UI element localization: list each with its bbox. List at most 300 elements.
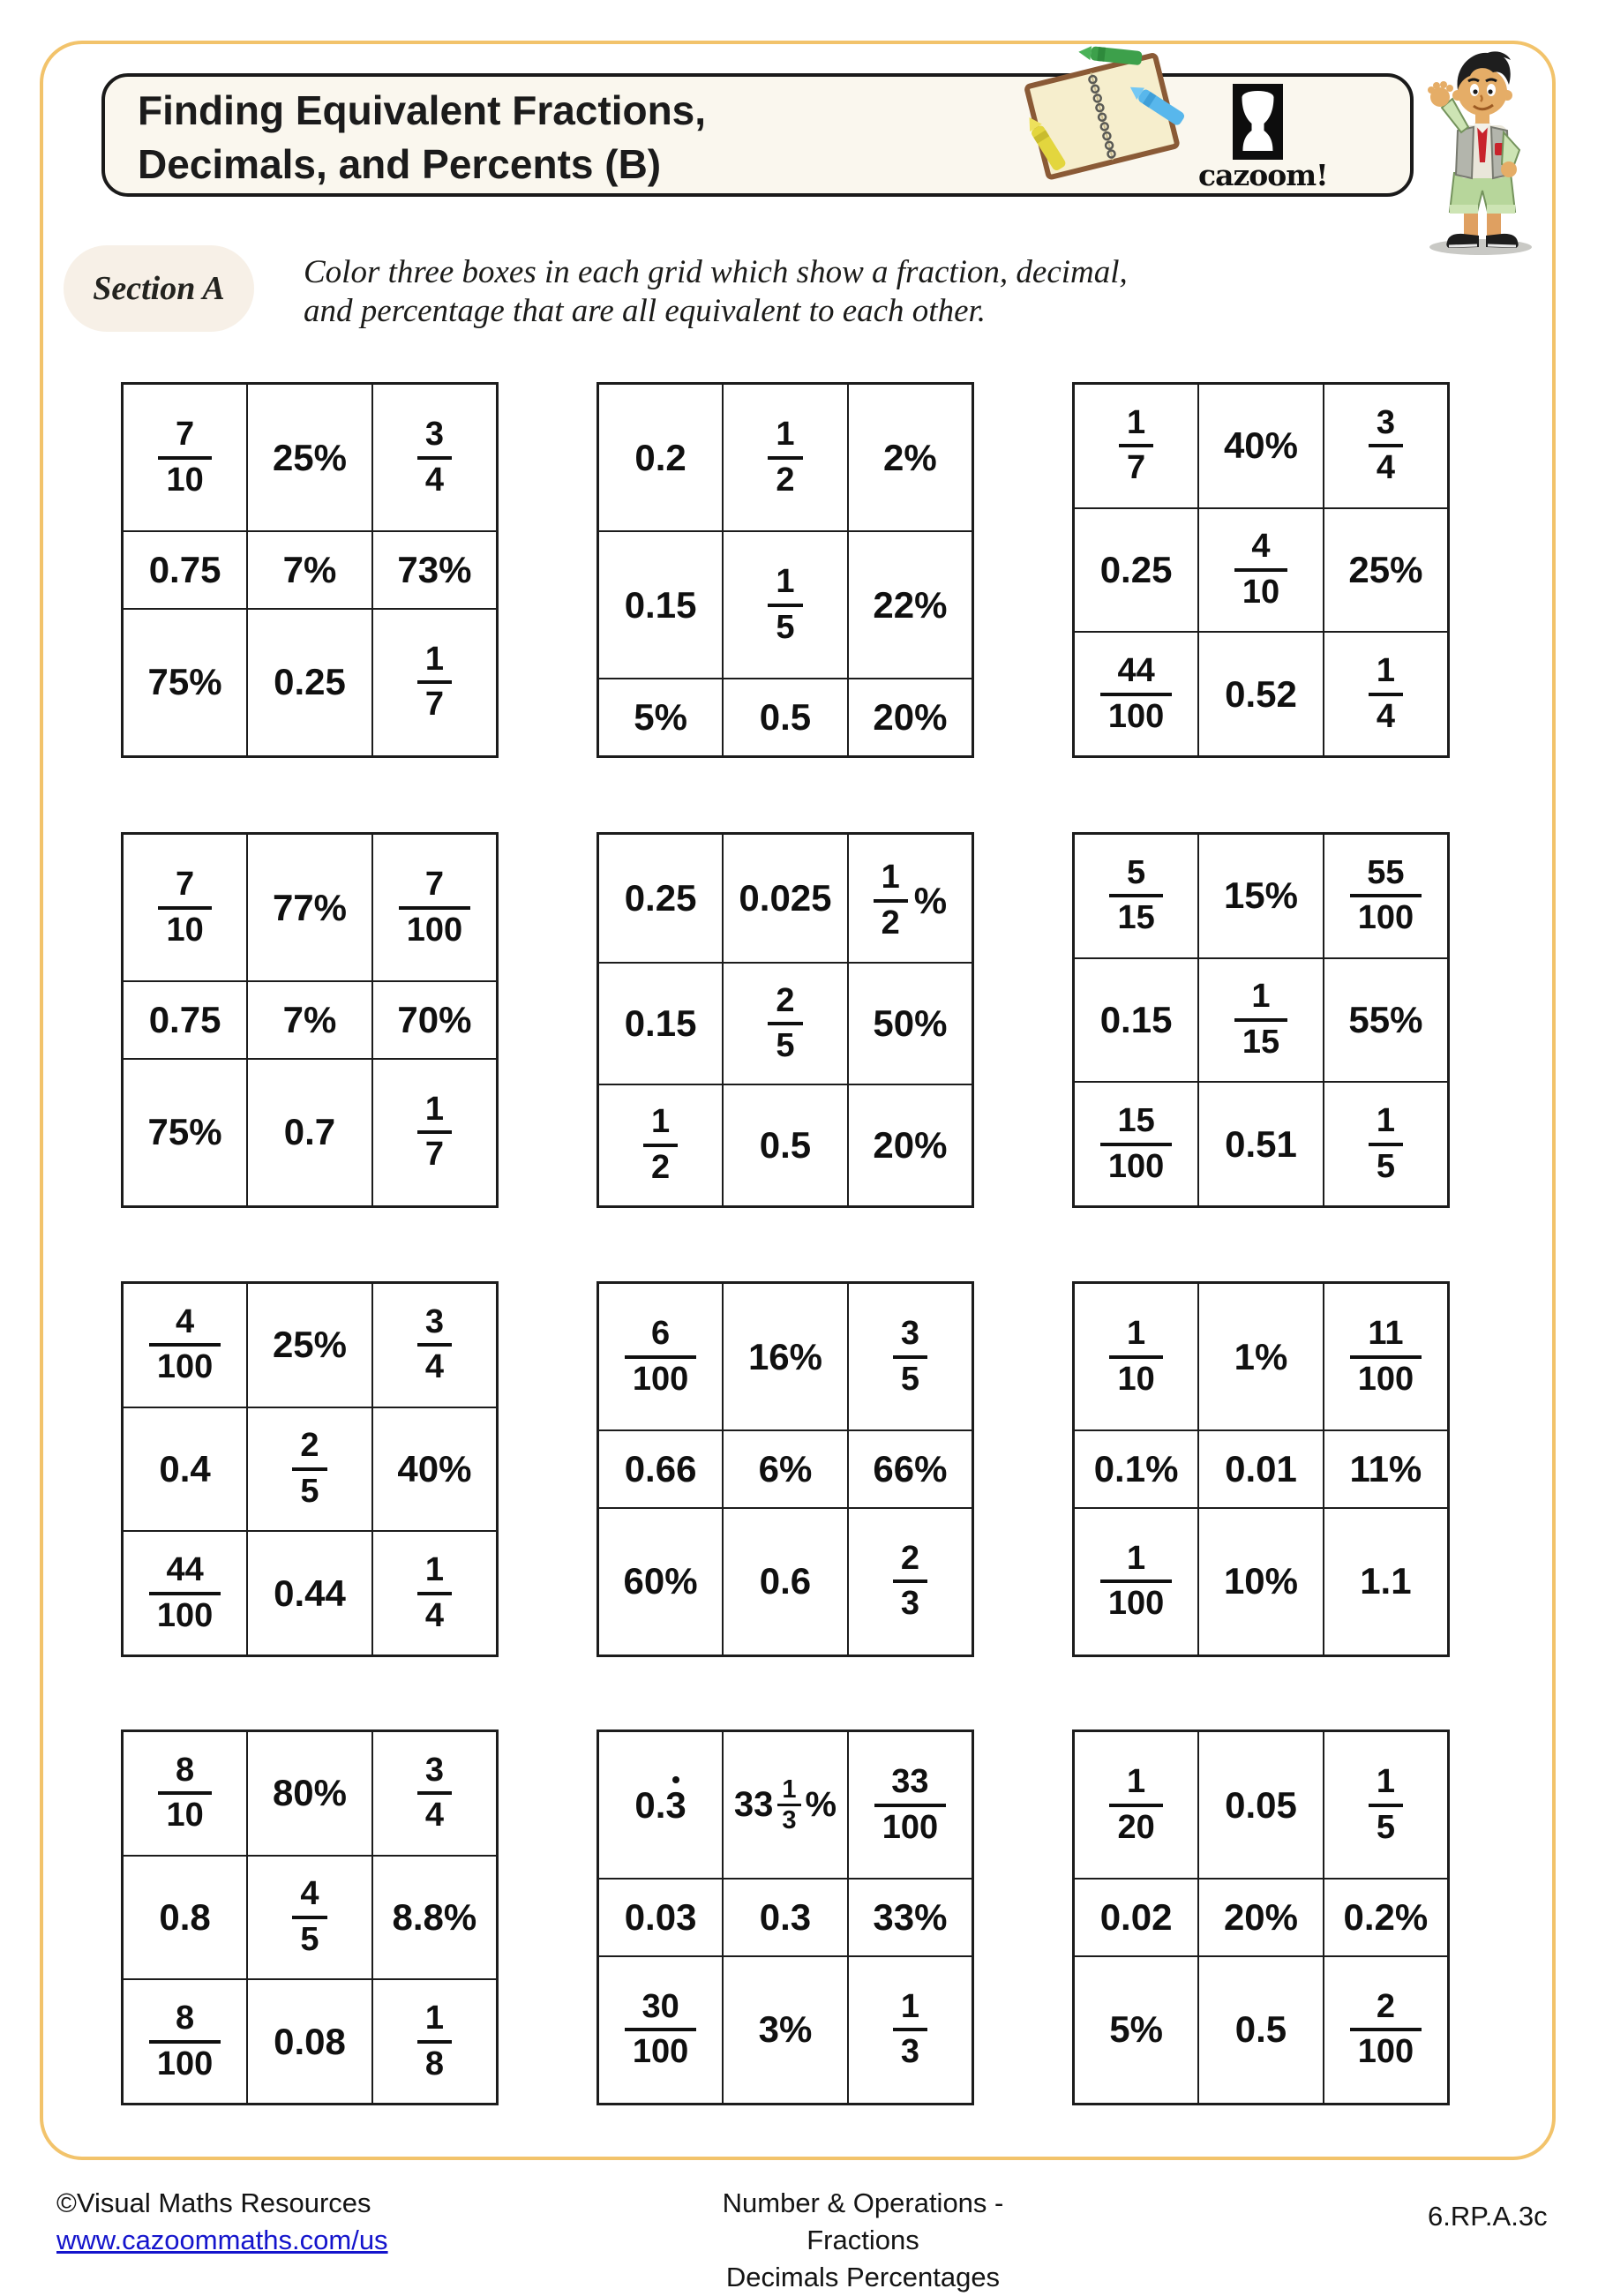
fraction-denominator: 4 bbox=[424, 1596, 444, 1634]
fraction bbox=[158, 416, 211, 499]
djembe-drum-icon bbox=[1233, 84, 1283, 160]
instructions bbox=[304, 253, 1128, 332]
fraction-numerator: 3 bbox=[417, 416, 452, 460]
fraction bbox=[399, 867, 470, 949]
grid-cell[interactable] bbox=[723, 1731, 848, 1880]
cell-value: 60% bbox=[623, 1560, 698, 1602]
grid-table bbox=[1072, 1281, 1450, 1657]
cell-value: 0.03 bbox=[624, 1895, 697, 1938]
grid-cell[interactable] bbox=[372, 531, 498, 608]
grid-cell[interactable] bbox=[1198, 1082, 1324, 1206]
fraction bbox=[158, 1752, 211, 1835]
grid-cell[interactable] bbox=[1324, 632, 1449, 756]
fraction-denominator: 100 bbox=[632, 1360, 689, 1398]
cell-value: 5% bbox=[634, 696, 687, 739]
fraction-denominator: 10 bbox=[166, 461, 204, 499]
fraction bbox=[1350, 855, 1422, 938]
cell-value: 0.7 bbox=[283, 1111, 336, 1153]
fraction-denominator: 5 bbox=[776, 1027, 795, 1065]
grid-cell[interactable] bbox=[1074, 1956, 1199, 2105]
grid-cell[interactable] bbox=[848, 963, 973, 1084]
grid-cell[interactable] bbox=[598, 1879, 724, 1955]
cell-value: 15% bbox=[1223, 874, 1299, 917]
fraction bbox=[417, 1304, 452, 1387]
grid-cell[interactable] bbox=[247, 609, 372, 757]
cell-value: 0.3 bbox=[759, 1895, 812, 1938]
grid-cell[interactable] bbox=[372, 1283, 498, 1407]
fraction-denominator: 2 bbox=[776, 461, 795, 499]
cell-value: 0.05 bbox=[1225, 1783, 1297, 1826]
cell-value: 33% bbox=[873, 1895, 948, 1938]
fraction-numerator: 15 bbox=[1100, 1103, 1172, 1146]
fraction-numerator: 1 bbox=[1369, 1103, 1403, 1146]
fraction bbox=[874, 1764, 946, 1847]
grid-table bbox=[1072, 832, 1450, 1208]
fraction bbox=[1100, 1103, 1172, 1186]
fraction-numerator: 8 bbox=[158, 1752, 211, 1796]
cell-value: 7% bbox=[282, 548, 337, 590]
grid-cell[interactable] bbox=[123, 981, 248, 1058]
grid-cell[interactable] bbox=[598, 1731, 724, 1880]
copyright-text: ©Visual Maths Resources bbox=[56, 2187, 371, 2218]
fraction-denominator: 100 bbox=[1357, 1360, 1414, 1398]
fraction-numerator: 4 bbox=[1234, 529, 1287, 572]
grid-cell[interactable] bbox=[372, 384, 498, 532]
fraction-numerator: 2 bbox=[292, 1428, 326, 1471]
cell-value: 0.1% bbox=[1093, 1447, 1179, 1489]
grid-cell[interactable] bbox=[247, 384, 372, 532]
equivalence-grid-2 bbox=[596, 382, 974, 758]
fraction bbox=[1100, 653, 1172, 736]
grid-cell[interactable] bbox=[848, 1508, 973, 1656]
fraction-denominator: 4 bbox=[1376, 697, 1395, 735]
fraction-numerator: 4 bbox=[292, 1876, 326, 1919]
page-title bbox=[138, 84, 706, 191]
fraction bbox=[1369, 1103, 1403, 1186]
fraction bbox=[1119, 405, 1153, 488]
fraction bbox=[292, 1428, 326, 1511]
fraction bbox=[625, 1989, 696, 2072]
fraction-denominator: 100 bbox=[632, 2033, 689, 2071]
grid-cell[interactable] bbox=[1198, 1956, 1324, 2105]
grid-cell[interactable] bbox=[598, 1430, 724, 1507]
equivalence-grid-11 bbox=[596, 1730, 974, 2105]
fraction bbox=[1234, 979, 1287, 1062]
fraction-denominator: 100 bbox=[406, 911, 463, 949]
recurring-dot bbox=[672, 1776, 679, 1783]
fraction-denominator: 4 bbox=[1376, 449, 1395, 487]
equivalence-grid-9 bbox=[1072, 1281, 1450, 1657]
grid-cell[interactable] bbox=[723, 531, 848, 679]
grid-table bbox=[596, 1281, 974, 1657]
fraction bbox=[1369, 653, 1403, 736]
fraction-denominator: 5 bbox=[1376, 1147, 1395, 1185]
grid-cell[interactable] bbox=[598, 1283, 724, 1431]
grid-cell[interactable] bbox=[1324, 384, 1449, 508]
fraction-denominator: 100 bbox=[1107, 697, 1165, 735]
grid-table bbox=[121, 832, 499, 1208]
grid-cell[interactable] bbox=[723, 1956, 848, 2105]
fraction-denominator: 100 bbox=[882, 1808, 939, 1846]
grid-cell[interactable] bbox=[123, 1407, 248, 1532]
fraction-numerator: 1 bbox=[1109, 1764, 1162, 1807]
grid-cell[interactable] bbox=[848, 1879, 973, 1955]
grid-cell[interactable] bbox=[1074, 1731, 1199, 1880]
grid-cell[interactable] bbox=[372, 1979, 498, 2104]
grid-cell[interactable] bbox=[1074, 1430, 1199, 1507]
fraction-numerator: 44 bbox=[1100, 653, 1172, 696]
grid-cell[interactable] bbox=[123, 384, 248, 532]
fraction-denominator: 5 bbox=[900, 1360, 919, 1398]
grid-cell[interactable] bbox=[123, 1531, 248, 1655]
grid-cell[interactable] bbox=[723, 1430, 848, 1507]
grid-cell[interactable] bbox=[1074, 1082, 1199, 1206]
grid-table bbox=[596, 1730, 974, 2105]
grid-cell[interactable] bbox=[123, 834, 248, 982]
cell-value: 70% bbox=[397, 998, 472, 1040]
fraction-denominator: 100 bbox=[1107, 1585, 1165, 1623]
cell-value: 55% bbox=[1348, 998, 1423, 1040]
cell-value: 0.15 bbox=[624, 1002, 697, 1045]
fraction-numerator: 2 bbox=[768, 983, 802, 1026]
equivalence-grid-6 bbox=[1072, 832, 1450, 1208]
cell-value: 2% bbox=[883, 436, 937, 478]
grid-cell[interactable] bbox=[723, 834, 848, 964]
grid-cell[interactable] bbox=[1198, 1508, 1324, 1656]
cell-value: 3% bbox=[758, 2008, 813, 2051]
grid-cell[interactable] bbox=[1198, 1283, 1324, 1431]
fraction-denominator: 5 bbox=[300, 1472, 319, 1510]
grid-cell[interactable] bbox=[247, 1979, 372, 2104]
fraction-denominator: 100 bbox=[156, 1348, 214, 1386]
fraction bbox=[149, 1304, 221, 1387]
grid-cell[interactable] bbox=[848, 679, 973, 756]
grid-cell[interactable] bbox=[1074, 958, 1199, 1083]
fraction bbox=[417, 2000, 452, 2083]
grid-cell[interactable] bbox=[247, 1407, 372, 1532]
fraction-numerator: 5 bbox=[1109, 855, 1162, 898]
grid-cell[interactable] bbox=[247, 1731, 372, 1856]
grid-cell[interactable] bbox=[247, 1059, 372, 1207]
cell-value: 0.5 bbox=[759, 1124, 812, 1167]
grid-cell[interactable] bbox=[1074, 632, 1199, 756]
fraction-denominator: 2 bbox=[651, 1149, 671, 1187]
cell-value: 7% bbox=[282, 998, 337, 1040]
grid-cell[interactable] bbox=[372, 1407, 498, 1532]
cell-value: 0.25 bbox=[1099, 548, 1173, 590]
cazoom-logo-text: cazoom! bbox=[1198, 158, 1328, 192]
grid-cell[interactable] bbox=[247, 981, 372, 1058]
grid-table bbox=[121, 382, 499, 758]
grid-cell[interactable] bbox=[372, 609, 498, 757]
grid-cell[interactable] bbox=[848, 1956, 973, 2105]
grid-cell[interactable] bbox=[848, 1430, 973, 1507]
fraction-denominator: 10 bbox=[166, 911, 204, 949]
grid-cell[interactable] bbox=[1324, 1283, 1449, 1431]
cell-value: 0.8 bbox=[159, 1895, 211, 1938]
grid-cell[interactable] bbox=[123, 1731, 248, 1856]
grid-cell[interactable] bbox=[723, 963, 848, 1084]
fraction-numerator: 1 bbox=[1100, 1541, 1172, 1584]
grid-cell[interactable] bbox=[848, 1283, 973, 1431]
notebook-crayons-icon bbox=[1004, 42, 1191, 182]
fraction bbox=[768, 416, 802, 499]
grid-cell[interactable] bbox=[598, 1508, 724, 1656]
cell-value: 6% bbox=[758, 1447, 813, 1489]
grid-cell[interactable] bbox=[1324, 1508, 1449, 1656]
grid-cell[interactable] bbox=[848, 1731, 973, 1880]
equivalence-grid-3 bbox=[1072, 382, 1450, 758]
fraction bbox=[417, 1092, 452, 1174]
fraction-denominator: 3 bbox=[900, 1585, 919, 1623]
fraction bbox=[1234, 529, 1287, 612]
equivalence-grid-4 bbox=[121, 832, 499, 1208]
cell-value: 0.25 bbox=[274, 661, 346, 703]
fraction-numerator: 1 bbox=[893, 1989, 927, 2032]
fraction-numerator: 7 bbox=[158, 416, 211, 460]
cell-value: 77% bbox=[272, 886, 348, 928]
cell-value: 50% bbox=[873, 1002, 948, 1045]
grid-cell[interactable] bbox=[848, 531, 973, 679]
footer-topic bbox=[669, 2185, 1057, 2296]
fraction-numerator: 33 bbox=[874, 1764, 946, 1807]
grid-cell[interactable] bbox=[1324, 508, 1449, 633]
cell-value: 0.51 bbox=[1225, 1122, 1297, 1165]
fraction bbox=[874, 859, 908, 942]
grid-cell[interactable] bbox=[598, 1084, 724, 1206]
grid-cell[interactable] bbox=[1198, 958, 1324, 1083]
cell-value: 8.8% bbox=[392, 1895, 477, 1938]
grid-cell[interactable] bbox=[123, 1856, 248, 1980]
grid-cell[interactable] bbox=[123, 1283, 248, 1407]
grid-cell[interactable] bbox=[247, 1856, 372, 1980]
footer-credit bbox=[56, 2185, 388, 2259]
grid-cell[interactable] bbox=[1074, 1283, 1199, 1431]
fraction-numerator: 2 bbox=[893, 1541, 927, 1584]
fraction bbox=[158, 867, 211, 949]
grid-table bbox=[596, 832, 974, 1208]
fraction-numerator: 1 bbox=[417, 1552, 452, 1595]
grid-cell[interactable] bbox=[123, 609, 248, 757]
grid-cell[interactable] bbox=[1324, 834, 1449, 958]
grid-cell[interactable] bbox=[123, 1979, 248, 2104]
cell-value: 73% bbox=[397, 548, 472, 590]
fraction bbox=[1109, 1764, 1162, 1847]
fraction bbox=[417, 1752, 452, 1835]
grid-cell[interactable] bbox=[598, 963, 724, 1084]
cell-value: 0.2% bbox=[1343, 1895, 1429, 1938]
fraction-denominator: 10 bbox=[1242, 573, 1280, 611]
cell-value: 0.4 bbox=[159, 1447, 211, 1489]
cell-value: 0.15 bbox=[624, 583, 697, 626]
grid-cell[interactable] bbox=[372, 1856, 498, 1980]
fraction bbox=[1369, 1764, 1403, 1847]
cazoom-logo bbox=[1198, 84, 1328, 192]
grid-cell[interactable] bbox=[598, 834, 724, 964]
fraction bbox=[149, 1552, 221, 1635]
fraction bbox=[1369, 405, 1403, 488]
cell-value: 20% bbox=[1223, 1895, 1299, 1938]
grid-cell[interactable] bbox=[1198, 632, 1324, 756]
grid-cell[interactable] bbox=[372, 1731, 498, 1856]
fraction-numerator: 30 bbox=[625, 1989, 696, 2032]
cell-value: 40% bbox=[397, 1447, 472, 1489]
fraction-denominator: 100 bbox=[1357, 899, 1414, 937]
cell-value: 0.01 bbox=[1225, 1447, 1297, 1489]
grid-cell[interactable] bbox=[1324, 1731, 1449, 1880]
fraction-numerator: 1 bbox=[777, 1776, 800, 1806]
grid-cell[interactable] bbox=[1324, 1082, 1449, 1206]
fraction-denominator: 100 bbox=[1107, 1147, 1165, 1185]
fraction bbox=[893, 1316, 927, 1399]
fraction-denominator: 7 bbox=[424, 1136, 444, 1174]
cell-value: 0.66 bbox=[624, 1447, 697, 1489]
cell-value: 11% bbox=[1349, 1447, 1422, 1489]
grid-cell[interactable] bbox=[1198, 834, 1324, 958]
grid-cell[interactable] bbox=[1324, 1879, 1449, 1955]
fraction bbox=[1109, 1316, 1162, 1399]
fraction-denominator: 15 bbox=[1242, 1023, 1280, 1061]
grid-cell[interactable] bbox=[723, 1508, 848, 1656]
grid-cell[interactable] bbox=[372, 1059, 498, 1207]
fraction-numerator: 1 bbox=[1119, 405, 1153, 448]
grid-cell[interactable] bbox=[1074, 1508, 1199, 1656]
grid-cell[interactable] bbox=[247, 1283, 372, 1407]
cell-value: 0.52 bbox=[1225, 672, 1297, 715]
equivalence-grid-10 bbox=[121, 1730, 499, 2105]
green-crayon-icon bbox=[1077, 45, 1142, 65]
grid-table bbox=[1072, 382, 1450, 758]
fraction-numerator: 7 bbox=[158, 867, 211, 910]
student-boy-illustration bbox=[1399, 44, 1560, 259]
cell-value: 80% bbox=[272, 1772, 348, 1814]
fraction-numerator: 1 bbox=[417, 642, 452, 685]
section-a-label: Section A bbox=[64, 245, 254, 332]
fraction-denominator: 4 bbox=[424, 1348, 444, 1386]
grid-cell[interactable] bbox=[1198, 1879, 1324, 1955]
grid-cell[interactable] bbox=[1324, 1956, 1449, 2105]
fraction-numerator: 1 bbox=[874, 859, 908, 903]
cell-value: 25% bbox=[272, 1324, 348, 1366]
grid-cell[interactable] bbox=[598, 531, 724, 679]
grid-cell[interactable] bbox=[723, 384, 848, 532]
grid-cell[interactable] bbox=[1198, 1430, 1324, 1507]
grid-cell[interactable] bbox=[1198, 384, 1324, 508]
grid-table bbox=[1072, 1730, 1450, 2105]
fraction bbox=[768, 983, 802, 1066]
grid-cell[interactable] bbox=[598, 384, 724, 532]
fraction bbox=[1350, 1989, 1422, 2072]
grid-cell[interactable] bbox=[372, 1531, 498, 1655]
grid-cell[interactable] bbox=[723, 1084, 848, 1206]
grid-cell[interactable] bbox=[372, 834, 498, 982]
grid-cell[interactable] bbox=[848, 834, 973, 964]
fraction bbox=[893, 1541, 927, 1624]
grid-cell[interactable] bbox=[1074, 508, 1199, 633]
footer-topic-line1: Number & Operations - Fractions bbox=[722, 2187, 1004, 2255]
cell-value: 0.15 bbox=[1099, 998, 1173, 1040]
grid-cell[interactable] bbox=[1074, 1879, 1199, 1955]
grid-cell[interactable] bbox=[1198, 508, 1324, 633]
fraction-numerator: 3 bbox=[417, 1752, 452, 1796]
grid-cell[interactable] bbox=[1324, 1430, 1449, 1507]
cell-value: 16% bbox=[747, 1335, 823, 1377]
fraction bbox=[1100, 1541, 1172, 1624]
fraction-percent: $\frac{1}{2}$ % bbox=[874, 859, 948, 942]
grid-cell[interactable] bbox=[723, 679, 848, 756]
grid-cell[interactable] bbox=[123, 531, 248, 608]
cell-value: 0.44 bbox=[274, 1572, 346, 1614]
equivalence-grid-1 bbox=[121, 382, 499, 758]
fraction-denominator: 20 bbox=[1117, 1808, 1155, 1846]
grid-cell[interactable] bbox=[848, 1084, 973, 1206]
fraction-denominator: 10 bbox=[166, 1797, 204, 1835]
website-link[interactable]: www.cazoommaths.com/us bbox=[56, 2224, 388, 2255]
fraction-numerator: 2 bbox=[1350, 1989, 1422, 2032]
fraction-numerator: 1 bbox=[1369, 653, 1403, 696]
grid-cell[interactable] bbox=[123, 1059, 248, 1207]
grid-cell[interactable] bbox=[247, 1531, 372, 1655]
fraction-denominator: 5 bbox=[1376, 1808, 1395, 1846]
fraction-denominator: 100 bbox=[156, 2045, 214, 2082]
grid-cell[interactable] bbox=[247, 834, 372, 982]
cell-value: 10% bbox=[1223, 1560, 1299, 1602]
page-title-line2: Decimals, and Percents (B) bbox=[138, 140, 662, 187]
fraction-numerator: 7 bbox=[399, 867, 470, 910]
fraction-denominator: 5 bbox=[300, 1920, 319, 1958]
equivalence-grid-7 bbox=[121, 1281, 499, 1657]
grid-cell[interactable] bbox=[1324, 958, 1449, 1083]
instructions-line1: Color three boxes in each grid which show a fraction, decimal, bbox=[304, 254, 1128, 290]
equivalence-grid-8 bbox=[596, 1281, 974, 1657]
cell-value: 22% bbox=[873, 583, 948, 626]
grid-cell[interactable] bbox=[723, 1879, 848, 1955]
grid-cell[interactable] bbox=[1074, 384, 1199, 508]
grid-cell[interactable] bbox=[848, 384, 973, 532]
fraction-denominator: 2 bbox=[881, 904, 900, 942]
grid-cell[interactable] bbox=[1198, 1731, 1324, 1880]
fraction-numerator: 44 bbox=[149, 1552, 221, 1595]
fraction-numerator: 1 bbox=[417, 2000, 452, 2044]
fraction-numerator: 1 bbox=[768, 564, 802, 607]
grid-cell[interactable] bbox=[723, 1283, 848, 1431]
fraction-denominator: 7 bbox=[1127, 449, 1146, 487]
cell-value: 75% bbox=[147, 661, 222, 703]
grid-cell[interactable] bbox=[598, 1956, 724, 2105]
fraction-numerator: 4 bbox=[149, 1304, 221, 1347]
fraction-numerator: 55 bbox=[1350, 855, 1422, 898]
fraction-numerator: 6 bbox=[625, 1316, 696, 1359]
grid-cell[interactable] bbox=[598, 679, 724, 756]
fraction bbox=[1109, 855, 1162, 938]
grid-cell[interactable] bbox=[1074, 834, 1199, 958]
grid-cell[interactable] bbox=[372, 981, 498, 1058]
recurring-decimal: 0. 3 bbox=[634, 1784, 686, 1827]
fraction-denominator: 3 bbox=[782, 1806, 797, 1835]
cell-value: 40% bbox=[1223, 424, 1299, 467]
fraction-numerator: 3 bbox=[417, 1304, 452, 1347]
fraction bbox=[1350, 1316, 1422, 1399]
fraction bbox=[643, 1104, 678, 1187]
grid-table bbox=[121, 1730, 499, 2105]
fraction-numerator: 1 bbox=[643, 1104, 678, 1147]
cell-value: 75% bbox=[147, 1111, 222, 1153]
cell-value: 0.5 bbox=[759, 696, 812, 739]
grid-cell[interactable] bbox=[247, 531, 372, 608]
fraction-numerator: 3 bbox=[1369, 405, 1403, 448]
fraction bbox=[777, 1776, 800, 1835]
fraction bbox=[417, 416, 452, 499]
